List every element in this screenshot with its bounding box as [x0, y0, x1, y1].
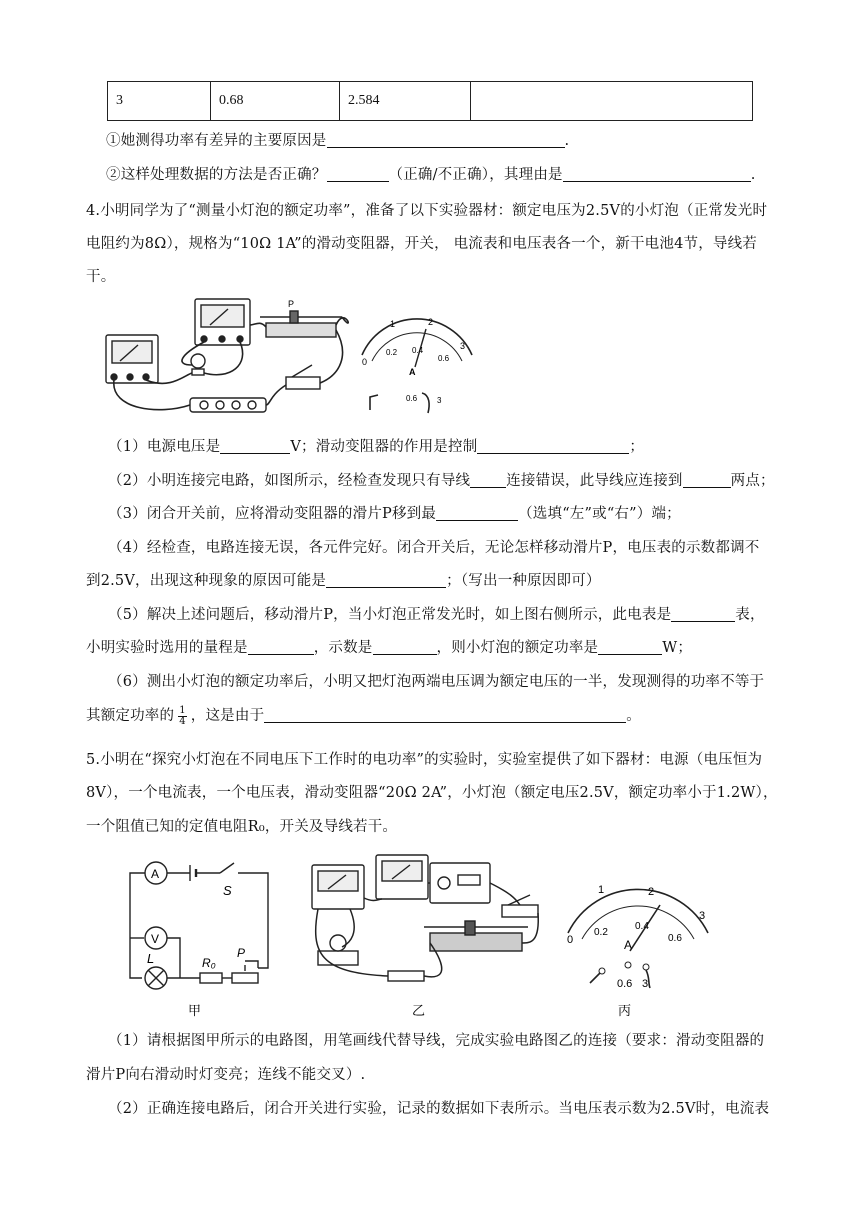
caption-bing: 丙	[618, 1003, 632, 1018]
answer-blank[interactable]	[436, 505, 518, 521]
q4-figure	[100, 295, 480, 420]
fraction: $\frac{1}{4}$	[179, 704, 186, 727]
q4-intro-2: 电阻约为8Ω），规格为“10Ω 1A”的滑动变阻器，开关， 电流表和电压表各一个，新干电池4节，导线若	[86, 236, 758, 252]
tick-label: 3	[699, 910, 706, 922]
table-cell: 2.584	[340, 82, 471, 121]
tick-label: 1	[390, 319, 396, 329]
answer-blank[interactable]	[327, 132, 565, 148]
caption-jia: 甲	[188, 1003, 202, 1018]
tick-label: 1	[598, 884, 605, 896]
voltmeter-apparatus	[195, 299, 250, 345]
answer-blank[interactable]	[373, 639, 437, 655]
switch	[286, 365, 320, 389]
resistor-label: R₀	[202, 956, 216, 970]
caption-yi: 乙	[412, 1003, 426, 1018]
answer-blank[interactable]	[683, 472, 731, 488]
ammeter-symbol: A	[151, 867, 160, 881]
q4-part5-line1: （5）解决上述问题后，移动滑片P，当小灯泡正常发光时，如上图右侧所示，此电表是 表，	[108, 607, 765, 623]
tick-label: 0.6	[668, 933, 682, 944]
answer-blank[interactable]	[563, 166, 751, 182]
q5-part2-line1: （2）正确连接电路后，闭合开关进行实验，记录的数据如下表所示。当电压表示数为2.5V时，电流表	[108, 1101, 770, 1117]
battery-pack	[190, 398, 266, 412]
voltmeter-symbol: V	[151, 932, 160, 946]
q5-intro-2: 8V），一个电流表，一个电压表，滑动变阻器“20Ω 2A”，小灯泡（额定电压2.5V，额定功率小于1.2W），	[86, 785, 778, 801]
tick-label: 0	[567, 934, 574, 946]
terminal-label: 3	[642, 978, 649, 990]
table-row	[108, 82, 753, 121]
rheostat	[260, 311, 342, 337]
q3-sub1: ①她测得功率有差异的主要原因是 .	[106, 133, 570, 149]
bulb	[191, 354, 205, 375]
ammeter-dial	[362, 319, 472, 367]
q5-intro-1: 5.小明在“探究小灯泡在不同电压下工作时的电功率”的实验时，实验室提供了如下器材：电源（电压恒为	[86, 752, 763, 768]
lamp-label: L	[147, 951, 155, 966]
q4-intro-3: 干。	[86, 269, 116, 285]
answer-blank[interactable]	[671, 606, 735, 622]
q4-part2: （2）小明连接完电路，如图所示，经检查发现只有导线 连接错误，此导线应连接到 两点；	[108, 473, 775, 489]
q4-part3: （3）闭合开关前，应将滑动变阻器的滑片P移到最 （选填“左”或“右”）端；	[108, 506, 681, 522]
tick-label: 0	[362, 357, 368, 367]
q4-part6-line1: （6）测出小灯泡的额定功率后，小明又把灯泡两端电压调为额定电压的一半，发现测得的功率不等于	[108, 674, 765, 690]
meter-label: A	[409, 367, 416, 377]
terminal-label: 0.6	[406, 394, 418, 403]
answer-blank[interactable]	[598, 639, 662, 655]
answer-blank[interactable]	[477, 438, 629, 454]
table-cell	[471, 82, 753, 121]
tick-label: 0.4	[412, 346, 424, 355]
q4-part4-line1: （4）经检查，电路连接无误，各元件完好。闭合开关后，无论怎样移动滑片P，电压表的示数都调不	[108, 540, 760, 556]
q3-sub2: ②这样处理数据的方法是否正确？ （正确/不正确），其理由是 .	[106, 167, 756, 183]
tick-label: 2	[648, 886, 655, 898]
answer-blank[interactable]	[220, 438, 290, 454]
tick-label: 0.2	[386, 348, 398, 357]
q4-part5-line2: 小明实验时选用的量程是 ，示数是 ，则小灯泡的额定功率是 W；	[86, 640, 693, 656]
tick-label: 0.6	[438, 354, 450, 363]
answer-blank[interactable]	[327, 166, 389, 182]
meter-label: A	[624, 938, 633, 952]
table-cell: 0.68	[211, 82, 340, 121]
slider-label: P	[237, 946, 246, 960]
table-cell: 3	[108, 82, 211, 121]
terminal-hook	[422, 393, 429, 413]
answer-blank[interactable]	[264, 707, 626, 723]
tick-label: 2	[428, 317, 434, 327]
tick-label: 3	[460, 341, 466, 351]
tick-label: 0.2	[594, 927, 608, 938]
terminal-hook	[590, 973, 600, 983]
ammeter-apparatus	[106, 335, 158, 383]
q4-part1: （1）电源电压是 V；滑动变阻器的作用是控制 ；	[108, 439, 645, 455]
q5-intro-3: 一个阻值已知的定值电阻R₀，开关及导线若干。	[86, 819, 398, 835]
q4-part4-line2: 到2.5V，出现这种现象的原因可能是 ；（写出一种原因即可）	[86, 573, 601, 589]
switch-label: S	[223, 883, 232, 898]
q5-part1-line2: 滑片P向右滑动时灯变亮；连线不能交叉）.	[86, 1067, 366, 1083]
q5-part1-line1: （1）请根据图甲所示的电路图，用笔画线代替导线，完成实验电路图乙的连接（要求：滑动变阻器的	[108, 1033, 765, 1049]
q5-figure	[120, 843, 720, 1023]
data-table	[107, 81, 753, 121]
q4-part6-line2: 其额定功率的 $\frac{1}{4}$ ，这是由于 。	[86, 704, 641, 727]
terminal-hook	[370, 395, 378, 410]
apparatus-yi	[312, 855, 538, 981]
tick-label: 0.4	[635, 921, 649, 932]
answer-blank[interactable]	[248, 639, 314, 655]
label-P: P	[288, 299, 295, 309]
terminal-label: 0.6	[617, 978, 633, 990]
q4-intro-1: 4.小明同学为了“测量小灯泡的额定功率”，准备了以下实验器材：额定电压为2.5V的小灯泡（正常发光时	[86, 203, 768, 219]
answer-blank[interactable]	[470, 472, 506, 488]
answer-blank[interactable]	[326, 572, 446, 588]
circuit-diagram-jia	[130, 862, 268, 989]
terminal-label: 3	[437, 396, 442, 405]
